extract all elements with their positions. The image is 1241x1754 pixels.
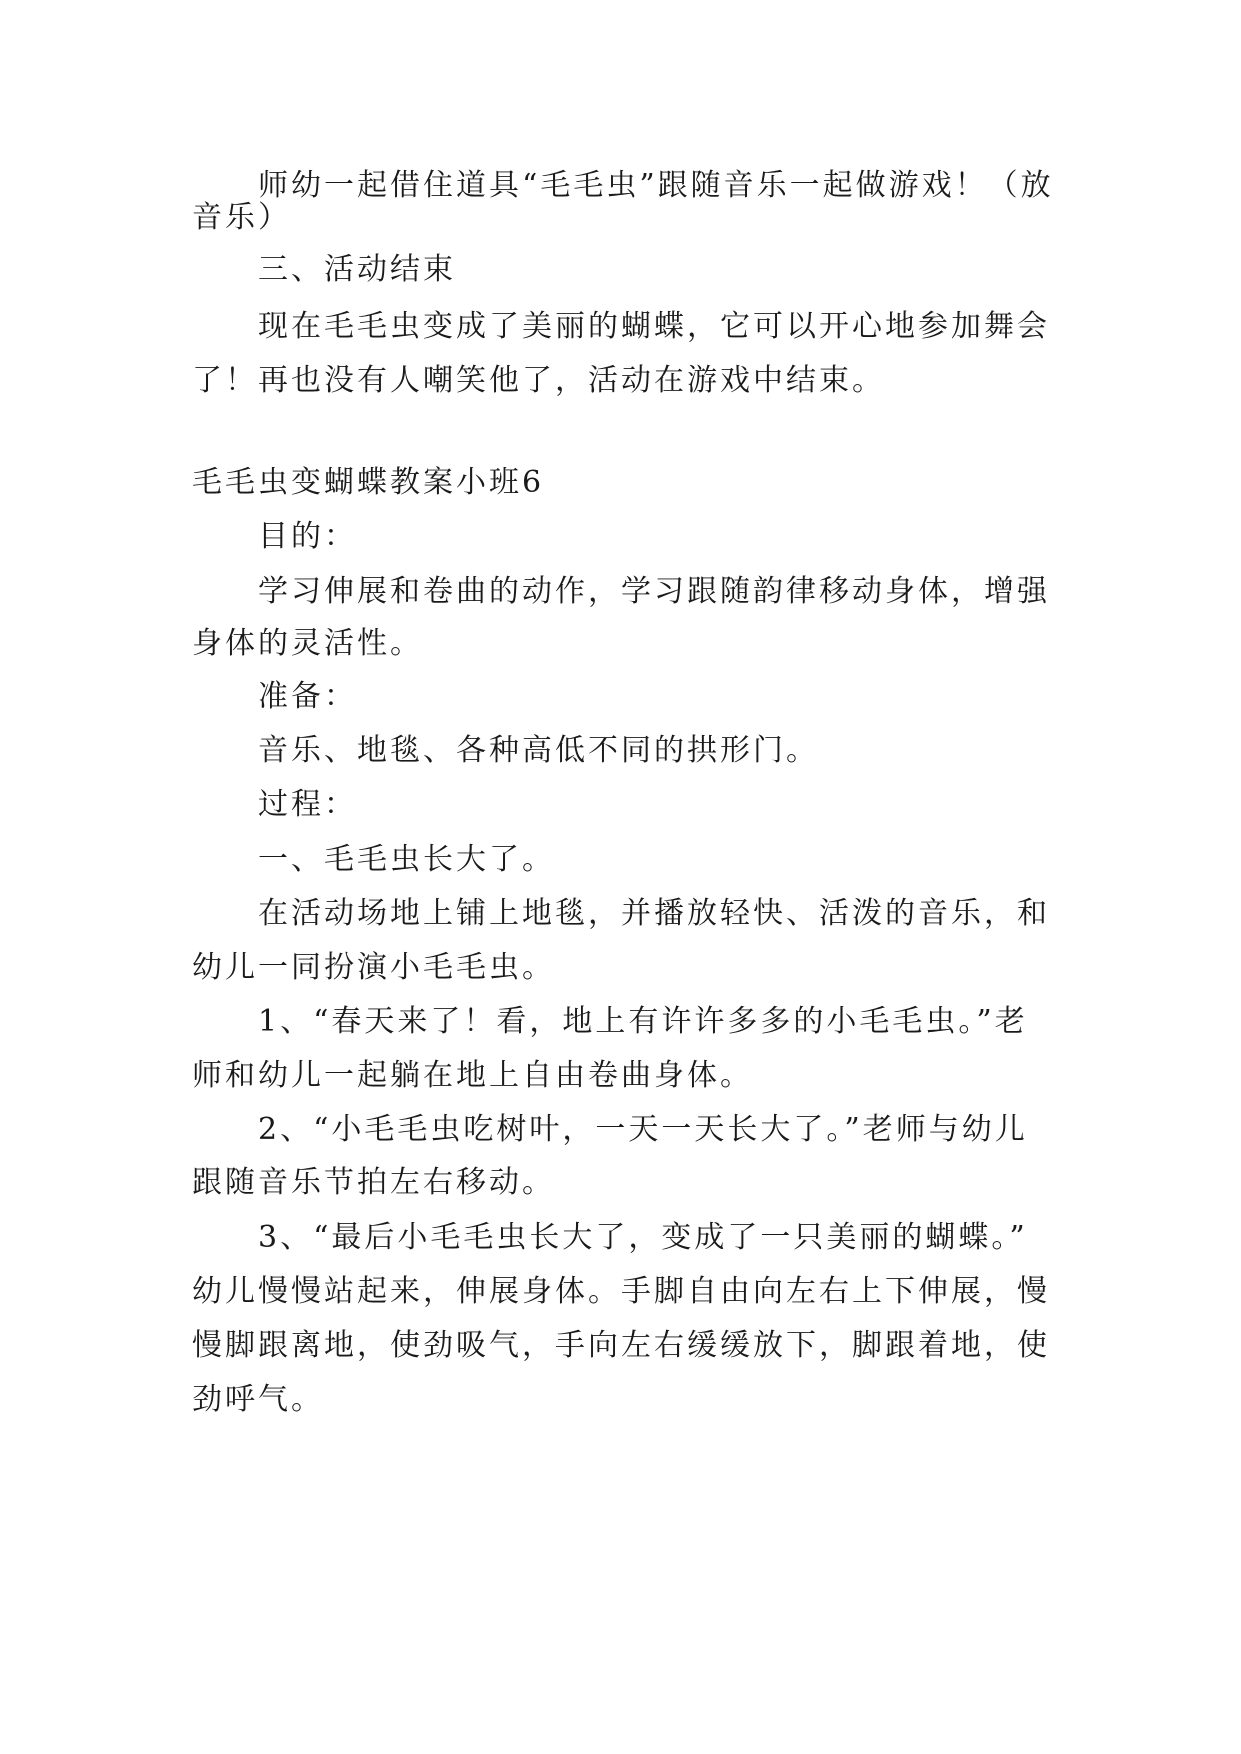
section-heading: 过程：	[258, 787, 357, 822]
document-title: 毛毛虫变蝴蝶教案小班6	[192, 465, 545, 500]
section-heading: 准备：	[258, 679, 357, 714]
paragraph-line: 音乐、地毯、各种高低不同的拱形门。	[258, 733, 819, 768]
paragraph-line: 师幼一起借住道具“毛毛虫”跟随音乐一起做游戏！（放	[258, 168, 1054, 203]
list-item-line: 劲呼气。	[192, 1382, 324, 1417]
list-item-line: 幼儿慢慢站起来，伸展身体。手脚自由向左右上下伸展，慢	[192, 1274, 1050, 1309]
paragraph-line: 音乐）	[192, 200, 291, 235]
paragraph-line: 在活动场地上铺上地毯，并播放轻快、活泼的音乐，和	[258, 896, 1050, 931]
list-item-line: 慢脚跟离地，使劲吸气，手向左右缓缓放下，脚跟着地，使	[192, 1328, 1050, 1363]
list-item-line: 跟随音乐节拍左右移动。	[192, 1165, 555, 1200]
list-item-line: 1、“春天来了！看，地上有许许多多的小毛毛虫。”老	[258, 1004, 1028, 1039]
section-heading: 三、活动结束	[258, 252, 456, 287]
paragraph-line: 现在毛毛虫变成了美丽的蝴蝶，它可以开心地参加舞会	[258, 309, 1050, 344]
section-heading: 一、毛毛虫长大了。	[258, 842, 555, 877]
list-item-line: 师和幼儿一起躺在地上自由卷曲身体。	[192, 1058, 753, 1093]
paragraph-line: 学习伸展和卷曲的动作，学习跟随韵律移动身体，增强	[258, 574, 1050, 609]
paragraph-line: 身体的灵活性。	[192, 626, 423, 661]
paragraph-line: 幼儿一同扮演小毛毛虫。	[192, 950, 555, 985]
list-item-line: 3、“最后小毛毛虫长大了，变成了一只美丽的蝴蝶。”	[258, 1220, 1028, 1255]
paragraph-line: 了！再也没有人嘲笑他了，活动在游戏中结束。	[192, 363, 885, 398]
section-heading: 目的：	[258, 519, 357, 554]
list-item-line: 2、“小毛毛虫吃树叶，一天一天长大了。”老师与幼儿	[258, 1112, 1028, 1147]
